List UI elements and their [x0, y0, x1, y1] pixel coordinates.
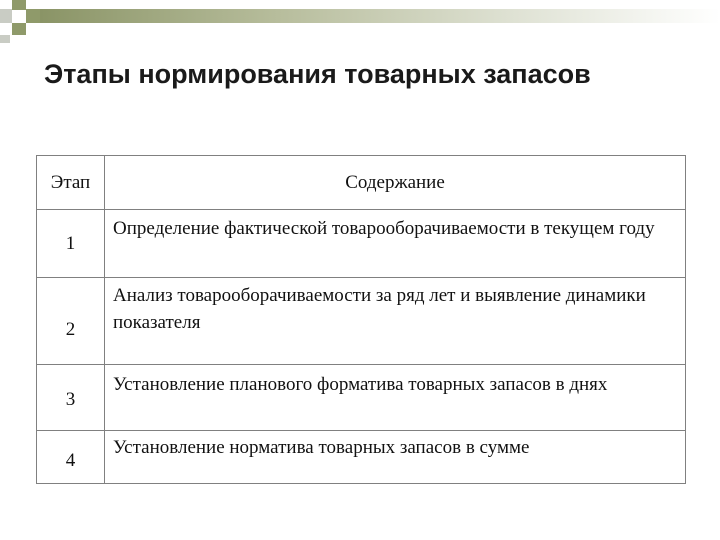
stage-content: Установление норматива товарных запасов в сумме [105, 431, 686, 484]
corner-square-olive-1 [12, 0, 26, 10]
table-row [37, 431, 686, 484]
header-stage: Этап [37, 156, 105, 210]
stage-content: Установление планового формат‍ива товарных запасов в днях [105, 365, 686, 431]
stage-content: Определение фактической товарооборачиваемости в текущем году [105, 210, 686, 278]
stage-number-text: 3 [65, 389, 76, 410]
slide-title: Этапы нормирования товарных запасов [44, 59, 591, 89]
corner-square-grey-1 [0, 9, 12, 23]
corner-square-olive-3 [12, 23, 26, 35]
stage-number [37, 210, 105, 278]
stage-number-text: 2 [65, 318, 76, 340]
table-row [37, 210, 686, 278]
corner-square-olive-2 [26, 9, 40, 23]
stage-number-text: 4 [65, 449, 76, 471]
stage-number [37, 431, 105, 484]
stages-table [36, 155, 686, 484]
table-row [37, 365, 686, 431]
header-content: Содержание [105, 156, 686, 210]
table-header-row [37, 156, 686, 210]
header-gradient-band [40, 9, 720, 23]
table-row [37, 278, 686, 365]
stage-number-text: 1 [65, 233, 76, 254]
stage-number [37, 278, 105, 365]
stage-content: Анализ товарооборачиваемости за ряд лет и выявление динамики показателя [105, 278, 686, 365]
stage-number [37, 365, 105, 431]
corner-square-grey-2 [0, 35, 10, 43]
